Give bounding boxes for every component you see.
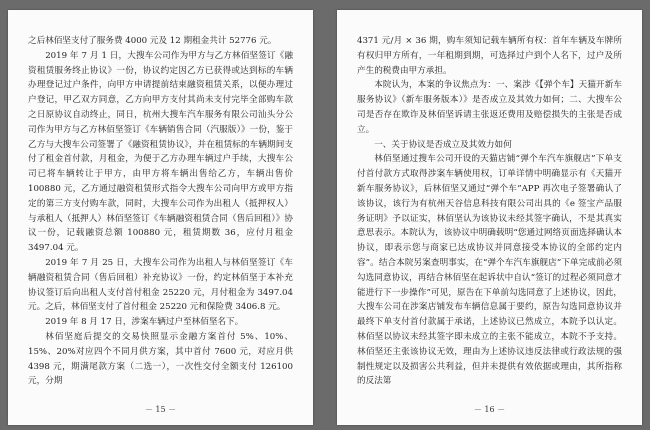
- page-body-text: [357, 34, 622, 389]
- page-body-text: [28, 34, 293, 389]
- paragraph: 之后林佰坚支付了服务费 4000 元及 12 期租金共计 52776 元。: [28, 36, 277, 46]
- document-page-16: [337, 10, 642, 425]
- page-number: － 15 －: [144, 405, 177, 414]
- paragraph: 2019 年 8 月 17 日，涉案车辆过户至林佰坚名下。: [45, 317, 244, 328]
- paragraph: 2019 年 7 月 1 日，大搜车公司作为甲方与乙方林佰坚签订《融资租赁服务终止协议》一份，协议约定因乙方已获得或达到标的车辆办理登记过户条件，向甲方申请提前结束融资租赁关系，以便办理过户登记，甲乙双方同意，乙方向甲方支付其尚未支付完毕全部购车款之日原协议自动终止，同日，杭州大搜车汽车服务有限公司汕头分公司作为甲方与乙方林佰坚签订《车辆销售合同（汽服版）》一份，鉴于乙方与大搜车公司签署了《融资租赁协议》，并在租赁标的车辆期间支付了租金首付款，月租金，为便于乙方办理车辆过户手续，大搜车公司已将车辆转让于甲方，由甲方将车辆出售给乙方，车辆出售价 100880 元，乙方通过融资租赁形式指令大搜车公司向甲方或甲方指定的第三方支付购车款，同时，大搜车公司作为出租人（抵押权人）与承租人（抵押人）林佰坚签订《车辆融资租赁合同（售后回租）》协议一份，记载融资总额 100880 元，租赁期数 36，应付月租金 3497.04 元。: [28, 50, 293, 254]
- document-page-15: [8, 10, 313, 425]
- paragraph: 本院认为，本案的争议焦点为：一、案涉《【弹个车】天猫开新车服务协议》（新车服务版本）》是否成立及其效力如何；二、大搜车公司是否存在欺诈及林佰坚诉请主张返还费用及赔偿损失的主张是否成立。: [357, 80, 622, 135]
- paragraph: 林佰坚庭后提交的交易快照显示金融方案首付 5%、10%、15%、20%对应四个不同月供方案，其中首付 7600 元，对应月供 4398 元，期满尾款方案（二选一），一次性交付全额支付 126100 元，分期: [28, 331, 293, 387]
- paragraph: 2019 年 7 月 25 日，大搜车公司作为出租人与林佰坚签订《车辆融资租赁合同（售后回租）补充协议》一份，约定林佰坚于本补充协议签订后向出租人支付首付租金 25220 元，月付租金为 3497.04 元。之后，林佰坚支付了首付租金 25220 元和保险费 3406.8 元。: [28, 257, 293, 313]
- page-number: － 16 －: [473, 405, 506, 414]
- paragraph: 4371 元/月 × 36 期，购车须知记载车辆所有权：首年车辆及车牌所有权归甲方所有，一年租期到期，可选择过户到个人名下，过户及所产生的税费由甲方承担。: [357, 36, 622, 76]
- paragraph: 一、关于协议是否成立及其效力如何: [374, 139, 512, 150]
- paragraph: 林佰坚通过搜车公司开设的天猫店铺“弹个车汽车旗舰店”下单支付首付款方式取得涉案车辆使用权，订单详情中明确显示有《天猫开新车服务协议》，后林佰坚又通过“弹个车”APP 再次电子签署确认了该协议，该行为有杭州天谷信息科技有限公司出具的《e 签宝产品服务证明》予以证实，林佰坚认为该协议未经其签字确认，不是其真实意思表示。本院认为，该协议中明确载明“您通过网络页面选择确认本协议，即表示您与商家已达成协议并同意接受本协议的全部约定内容”。结合本院另案查明事实，在“弹个车汽车旗舰店”下单完成前必须勾选同意协议，再结合林佰坚在起诉状中自认“签订的过程必须同意才能进行下一步操作”可见，原告在下单前勾选同意了上述协议，因此，大搜车公司在涉案店铺发布车辆信息属于要约，原告勾选同意协议并最终下单支付首付款属于承诺，上述协议已然成立，本院予以认定。林佰坚以协议未经其签字即未成立的主张不能成立，本院不予支持。林佰坚还主张该协议无效，理由为上述协议违反法律或行政法规的强制性规定以及损害公共利益，但并未提供有效依据或理由，其所指称的反法第: [357, 154, 622, 387]
